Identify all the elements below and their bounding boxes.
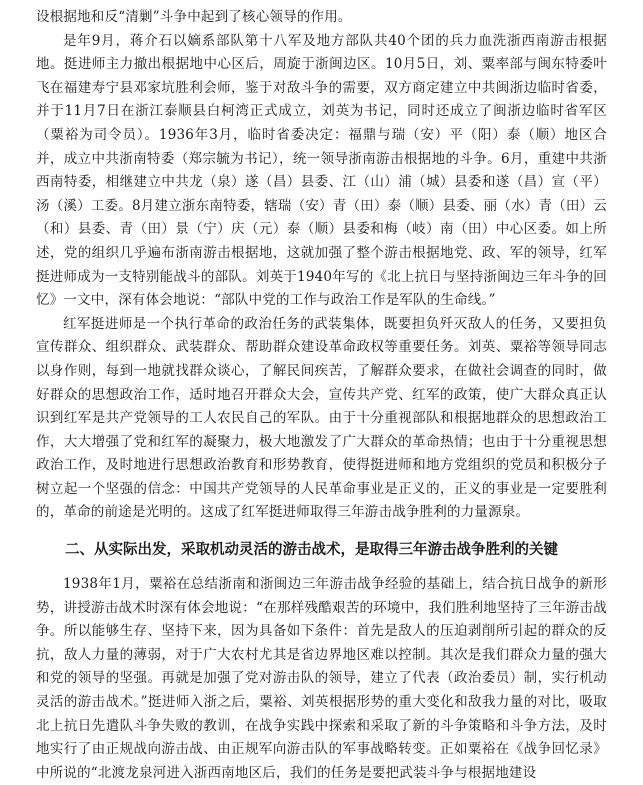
paragraph-4: 1938年1月，粟裕在总结浙南和浙闽边三年游击战争经验的基础上，结合抗日战争的新形势，讲授游击战术时深有体会地说：“在那样残酷艰苦的环境中，我们胜利地坚持了三年游击战争。所以能够生存、坚持下来，因为具备如下条件：首先是敌人的压迫剥削所引起的群众的反抗，敌人力量的薄弱，对于广大农村尤其是省边界地区难以控制。其次是我们群众力量的强大和党的领导的坚强。再就是加强了党对游击队的领导，建立了代表（政治委员）制，实行机动灵活的游击战术。”挺进师入浙之后，粟裕、刘英根据形势的重大变化和敌我力量的对比，吸取北上抗日先遣队斗争失败的教训，在战争实践中探索和采取了新的斗争策略和斗争方法，及时地实行了由正规战向游击战、由正规军向游击队的军事战略转变。正如粟裕在《战争回忆录》中所说的“北渡龙泉河进入浙西南地区后，我们的任务是要把武装斗争与根据地建设 [36, 576, 607, 781]
section-heading: 二、从实际出发，采取机动灵活的游击战术，是取得三年游击战争胜利的关键 [65, 542, 558, 559]
paragraph-3: 红军挺进师是一个执行革命的政治任务的武装集体，既要担负歼灭敌人的任务，又要担负宣传群众、组织群众、武装群众、帮助群众建设革命政权等重要任务。刘英、粟裕等领导同志以身作则，每到一地就找群众谈心，了解民间疾苦，了解群众要求，在做社会调查的同时，做好群众的思想政治工作，适时地召开群众大会，宣传共产党、红军的政策，使广大群众真正认识到红军是共产党领导的工人农民自己的军队。由于十分重视部队和根据地群众的思想政治工作，大大增强了党和红军的凝聚力，极大地激发了广大群众的革命热情；也由于十分重视思想政治工作，及时地进行思想政治教育和形势教育，使得挺进师和地方党组织的党员和积极分子树立起一个坚强的信念：中国共产党领导的人民革命事业是正义的，正义的事业是一定要胜利的，革命的前途是光明的。这成了红军挺进师取得三年游击战争胜利的力量源泉。 [36, 315, 607, 521]
paragraph-1: 设根据地和反“清剿”斗争中起到了核心领导的作用。 [36, 9, 352, 25]
paragraph-2: 是年9月，蒋介石以嫡系部队第十八军及地方部队共40个团的兵力血洗浙西南游击根据地。挺进师主力撤出根据地中心区后，周旋于浙闽边区。10月5日，刘、粟率部与闽东特委叶飞在福建寿宁县邓家坑胜利会师，鉴于对敌斗争的需要，双方商定建立中共闽浙边临时省委，并于11月7日在浙江泰顺县白柯湾正式成立，刘英为书记，同时还成立了闽浙边临时省军区（粟裕为司令员）。1936年3月，临时省委决定：福鼎与瑞（安）平（阳）泰（顺）地区合并，成立中共浙南特委（郑宗毓为书记），统一领导浙南游击根据地的斗争。6月，重建中共浙西南特委，相继建立中共龙（泉）遂（昌）县委、江（山）浦（城）县委和遂（昌）宣（平）汤（溪）工委。8月建立浙东南特委，辖瑞（安）青（田）泰（顺）县委、丽（水）青（田）云（和）县委、青（田）景（宁）庆（元）泰（顺）县委和梅（岐）南（田）中心区委。如上所述，党的组织几乎遍布浙南游击根据地，这就加强了整个游击根据地党、政、军的领导，红军挺进师成为一支特别能战斗的部队。刘英于1940年写的《北上抗日与坚持浙闽边三年斗争的回忆》一文中，深有体会地说：“部队中党的工作与政治工作是军队的生命线。” [36, 32, 607, 309]
